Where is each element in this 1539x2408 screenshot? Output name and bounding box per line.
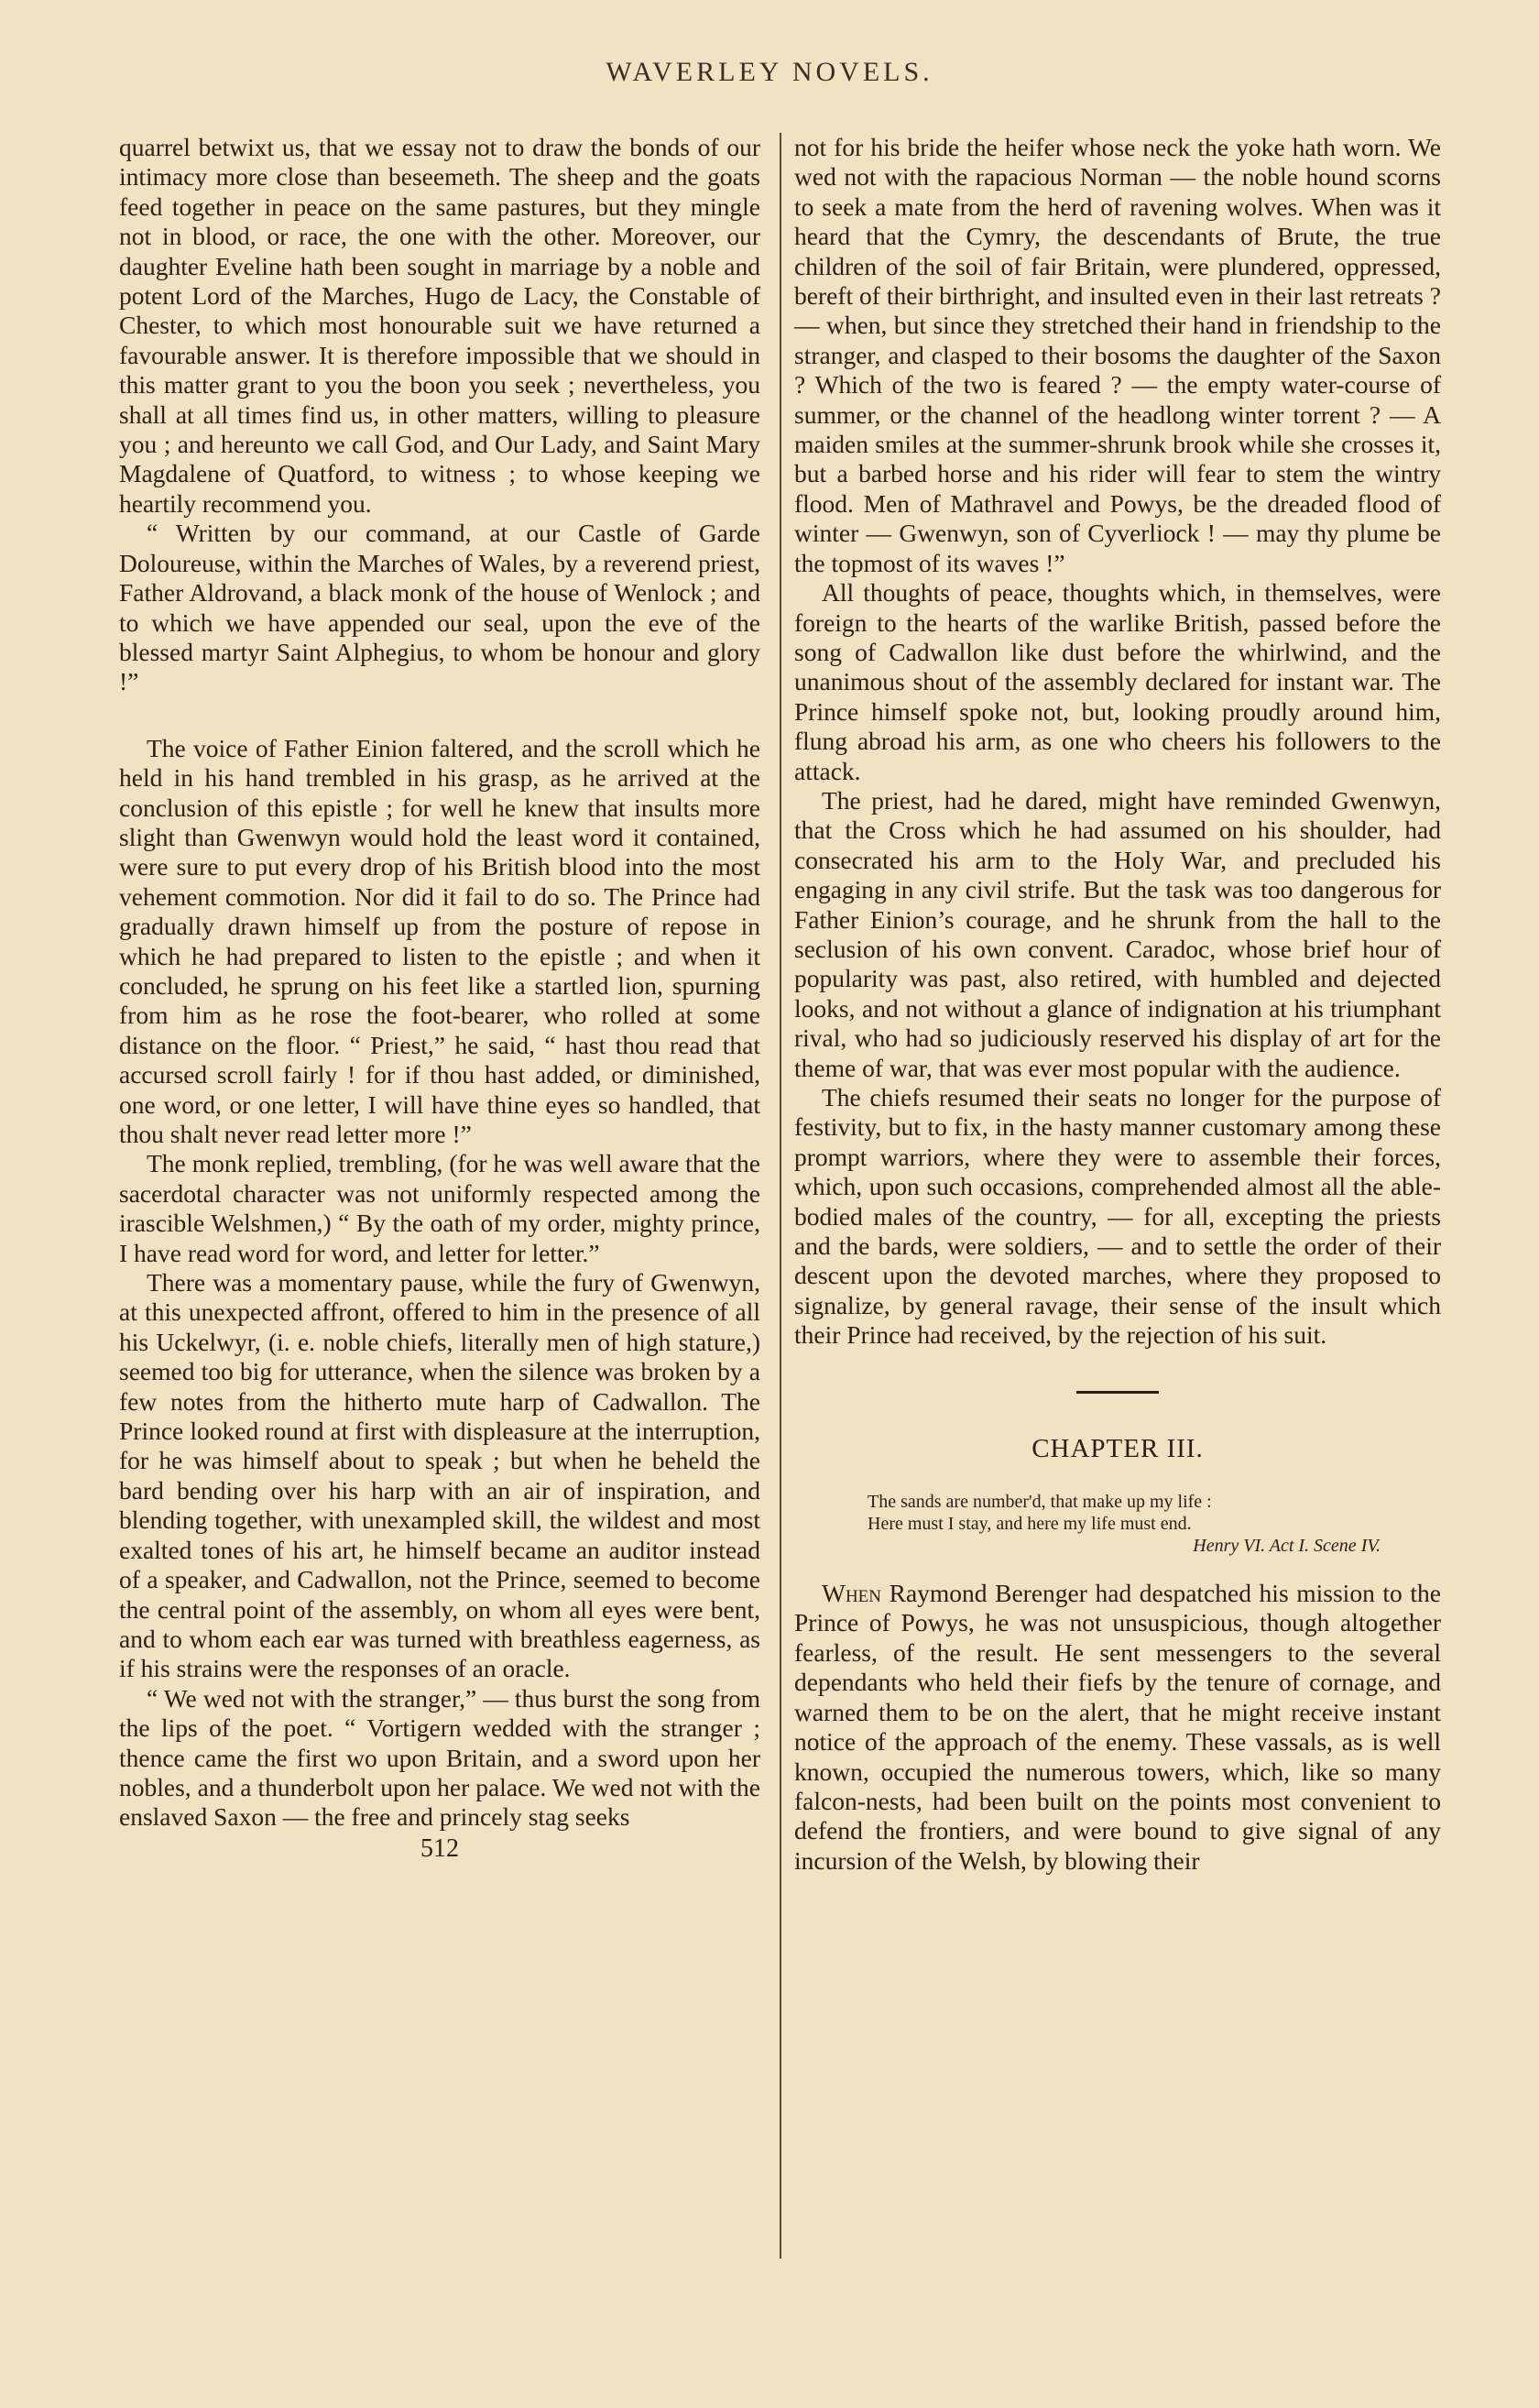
column-divider — [780, 133, 781, 2259]
chapter-title: CHAPTER III. — [1031, 1433, 1204, 1463]
chapter-motto — [868, 1491, 1381, 1557]
lead-word: When — [822, 1579, 882, 1608]
paragraph — [794, 1579, 1441, 1876]
paragraph: The monk replied, trembling, (for he was well aware that the sacerdotal character was not uniformly respected among the irascible Welshmen,) “ By the oath of my order, mighty prince, I have read word for word, and letter for letter.” — [119, 1149, 760, 1267]
paragraph: The priest, had he dared, might have reminded Gwenwyn, that the Cross which he had assumed on his shoulder, had consecrated his arm to the Holy War, and precluded his engaging in any civil strife. But the task was too dangerous for Father Einion’s courage, and he shrunk from the hall to the seclusion of his own convent. Caradoc, whose brief hour of popularity was past, also retired, with humbled and dejected looks, and not without a glance of indignation at his triumphant rival, who had so judiciously reserved his display of art for the theme of war, that was ever most popular with the audience. — [794, 785, 1441, 1082]
paragraph: not for his bride the heifer whose neck the yoke hath worn. We wed not with the rapacious Norman — the noble hound scorns to seek a mate from the herd of ravening wolves. When was it heard that the Cymry, the descendants of Brute, the true children of the soil of fair Britain, were plundered, oppressed, bereft of their birthright, and insulted even in their last retreats ? — when, but since they stretched their hand in friendship to the stranger, and clasped to their bosoms the daughter of the Saxon ? Which of the two is feared ? — the empty water-course of summer, or the channel of the headlong winter torrent ? — A maiden smiles at the summer-shrunk brook while she crosses it, but a barbed horse and his rider will fear to stem the wintry flood. Men of Mathravel and Powys, be the dreaded flood of winter — Gwenwyn, son of Cyverliock ! — may thy plume be the topmost of its waves !” — [794, 133, 1441, 577]
paragraph: The voice of Father Einion faltered, and the scroll which he held in his hand trembled in his grasp, as he arrived at the conclusion of this epistle ; for well he knew that insults more slight than Gwenwyn would hold the least word it contained, were sure to put every drop of his British blood into the most vehement commotion. Nor did it fail to do so. The Prince had gradually drawn himself up from the posture of repose in which he had prepared to listen to the epistle ; and when it concluded, he sprung on his feet like a startled lion, spurning from him as he rose the foot-bearer, who rolled at some distance on the floor. “ Priest,” he said, “ hast thou read that accursed scroll fairly ! for if thou hast added, or diminished, one word, or one letter, I will have thine eyes so handled, that thou shalt never read letter more !” — [119, 733, 760, 1148]
paragraph: There was a momentary pause, while the fury of Gwenwyn, at this unexpected affront, offered to him in the presence of all his Uckelwyr, (i. e. noble chiefs, literally men of high stature,) seemed too big for utterance, when the silence was broken by a few notes from the hitherto mute harp of Cadwallon. The Prince looked round at first with displeasure at the interruption, for he was himself about to speak ; but when he beheld the bard bending over his harp with an air of inspiration, and blending together, with unexampled skill, the wildest and most exalted tones of his art, he himself became an auditor instead of a speaker, and Cadwallon, not the Prince, seemed to become the central point of the assembly, on whom all eyes were bent, and to whom each ear was turned with breathless eagerness, as if his strains were the responses of an oracle. — [119, 1268, 760, 1683]
paragraph: “ We wed not with the stranger,” — thus burst the song from the lips of the poet. “ Vortigern wedded with the stranger ; thence came the first wo upon Britain, and a sword upon her nobles, and a thunderbolt upon her palace. We wed not with the enslaved Saxon — the free and princely stag seeks — [119, 1683, 760, 1832]
motto-line: The sands are number'd, that make up my life : — [868, 1492, 1212, 1513]
page-number: 512 — [420, 1833, 459, 1863]
paragraph: “ Written by our command, at our Castle of Garde Doloureuse, within the Marches of Wales, by a reverend priest, Father Aldrovand, a black monk of the house of Wenlock ; and to which we have appended our seal, upon the eve of the blessed martyr Saint Alphegius, to whom be honour and glory !” — [119, 519, 760, 696]
left-column — [119, 133, 760, 1864]
paragraph-text: Raymond Berenger had despatched his mission to the Prince of Powys, he was not unsuspicious, though altogether fearless, of the result. He sent messengers to the several dependants who held their fiefs by the tenure of cornage, and warned them to be on the alert, that he might receive instant notice of the approach of the enemy. These vassals, as is well known, occupied the numerous towers, which, like so many falcon-nests, had been built on the points most convenient to defend the frontiers, and were bound to give signal of any incursion of the Welsh, by blowing their — [794, 1579, 1441, 1875]
motto-line: Here must I stay, and here my life must end. — [868, 1514, 1192, 1535]
motto-citation: Henry VI. Act I. Scene IV. — [1193, 1536, 1381, 1557]
running-head: WAVERLEY NOVELS. — [606, 57, 933, 87]
paragraph: The chiefs resumed their seats no longer for the purpose of festivity, but to fix, in the hasty manner customary among these prompt warriors, where they were to assemble their forces, which, upon such occasions, comprehended almost all the able-bodied males of the country, — for all, excepting the priests and the bards, were soldiers, — and to settle the order of their descent upon the devoted marches, where they proposed to signalize, by general ravage, their sense of the insult which their Prince had received, by the rejection of his suit. — [794, 1083, 1441, 1350]
chapter-rule — [1076, 1391, 1159, 1394]
paragraph: All thoughts of peace, thoughts which, in themselves, were foreign to the hearts of the warlike British, passed before the song of Cadwallon like dust before the whirlwind, and the unanimous shout of the assembly declared for instant war. The Prince himself spoke not, but, looking proudly around him, flung abroad his arm, as one who cheers his followers to the attack. — [794, 578, 1441, 785]
right-column — [794, 133, 1441, 1876]
paragraph: quarrel betwixt us, that we essay not to draw the bonds of our intimacy more close than beseemeth. The sheep and the goats feed together in peace on the same pastures, but they mingle not in blood, or race, the one with the other. Moreover, our daughter Eveline hath been sought in marriage by a noble and potent Lord of the Marches, Hugo de Lacy, the Constable of Chester, to which most honourable suit we have returned a favourable answer. It is therefore impossible that we should in this matter grant to you the boon you seek ; nevertheless, you shall at all times find us, in other matters, willing to pleasure you ; and hereunto we call God, and Our Lady, and Saint Mary Magdalene of Quatford, to witness ; to whose keeping we heartily recommend you. — [119, 133, 760, 518]
